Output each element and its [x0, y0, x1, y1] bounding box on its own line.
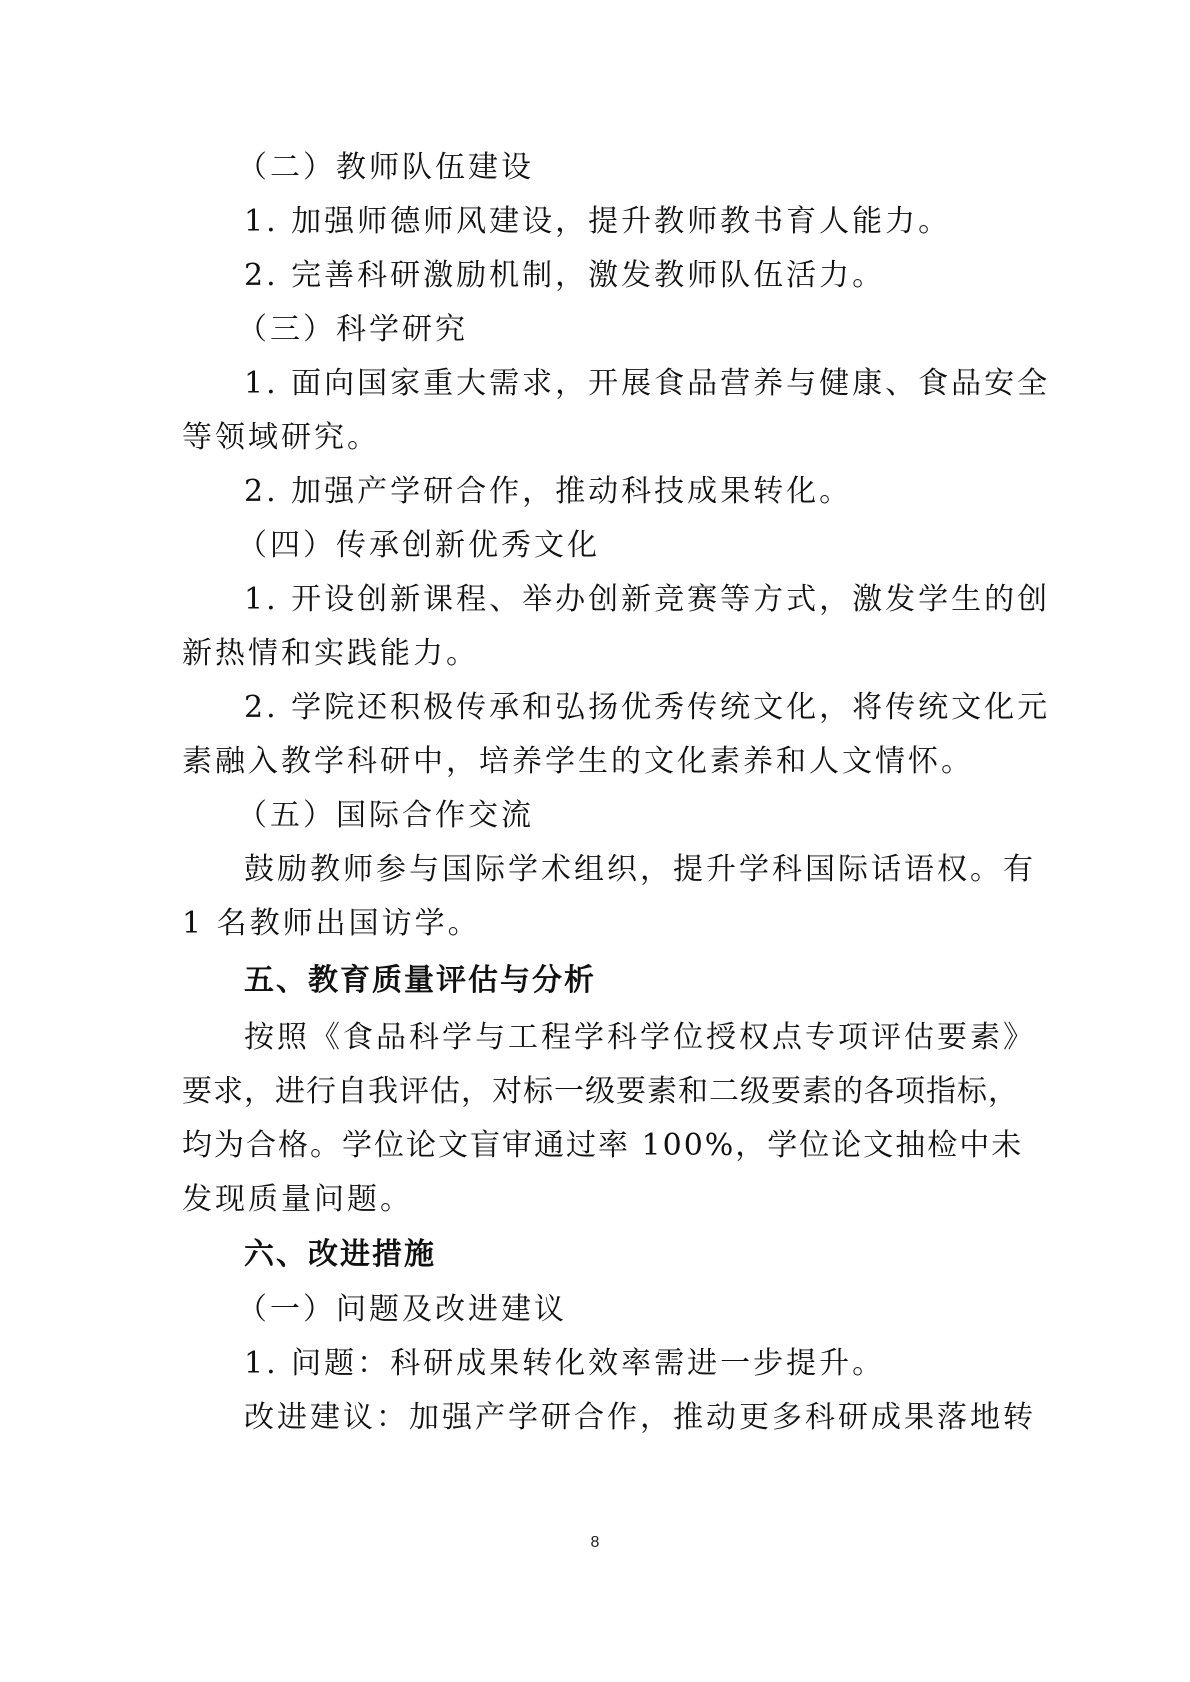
paragraph-line: 1 名教师出国访学。 — [182, 906, 481, 941]
paragraph-line: 1. 加强师德师风建设，提升教师教书育人能力。 — [244, 204, 952, 239]
paragraph-line: 鼓励教师参与国际学术组织，提升学科国际话语权。有 — [244, 852, 1036, 887]
paragraph-line: 1. 开设创新课程、举办创新竞赛等方式，激发学生的创 — [244, 582, 1051, 617]
paragraph-line: 按照《食品科学与工程学科学位授权点专项评估要素》 — [244, 1020, 1036, 1055]
paragraph-line: 等领域研究。 — [182, 420, 380, 455]
subheading-teacher-team: （二）教师队伍建设 — [237, 150, 534, 185]
section-heading-quality: 五、教育质量评估与分析 — [244, 963, 596, 998]
paragraph-line: 2. 完善科研激励机制，激发教师队伍活力。 — [244, 258, 886, 293]
paragraph-line: 改进建议：加强产学研合作，推动更多科研成果落地转 — [244, 1400, 1036, 1435]
page-number: 8 — [590, 1534, 600, 1551]
subheading-research: （三）科学研究 — [237, 312, 468, 347]
paragraph-line: 2. 学院还积极传承和弘扬优秀传统文化，将传统文化元 — [244, 690, 1051, 725]
paragraph-line: 新热情和实践能力。 — [182, 636, 479, 671]
paragraph-line: 素融入教学科研中，培养学生的文化素养和人文情怀。 — [182, 744, 974, 779]
paragraph-line: 2. 加强产学研合作，推动科技成果转化。 — [244, 474, 853, 509]
paragraph-line: 1. 面向国家重大需求，开展食品营养与健康、食品安全 — [244, 366, 1051, 401]
subheading-issues: （一）问题及改进建议 — [237, 1292, 567, 1327]
subheading-culture: （四）传承创新优秀文化 — [237, 528, 600, 563]
paragraph-line: 均为合格。学位论文盲审通过率 100%，学位论文抽检中未 — [182, 1128, 1024, 1163]
paragraph-line: 要求，进行自我评估，对标一级要素和二级要素的各项指标， — [182, 1074, 1019, 1109]
section-heading-improvement: 六、改进措施 — [244, 1237, 436, 1272]
subheading-international: （五）国际合作交流 — [237, 798, 534, 833]
paragraph-line: 发现质量问题。 — [182, 1182, 413, 1217]
paragraph-line: 1. 问题：科研成果转化效率需进一步提升。 — [244, 1346, 886, 1381]
